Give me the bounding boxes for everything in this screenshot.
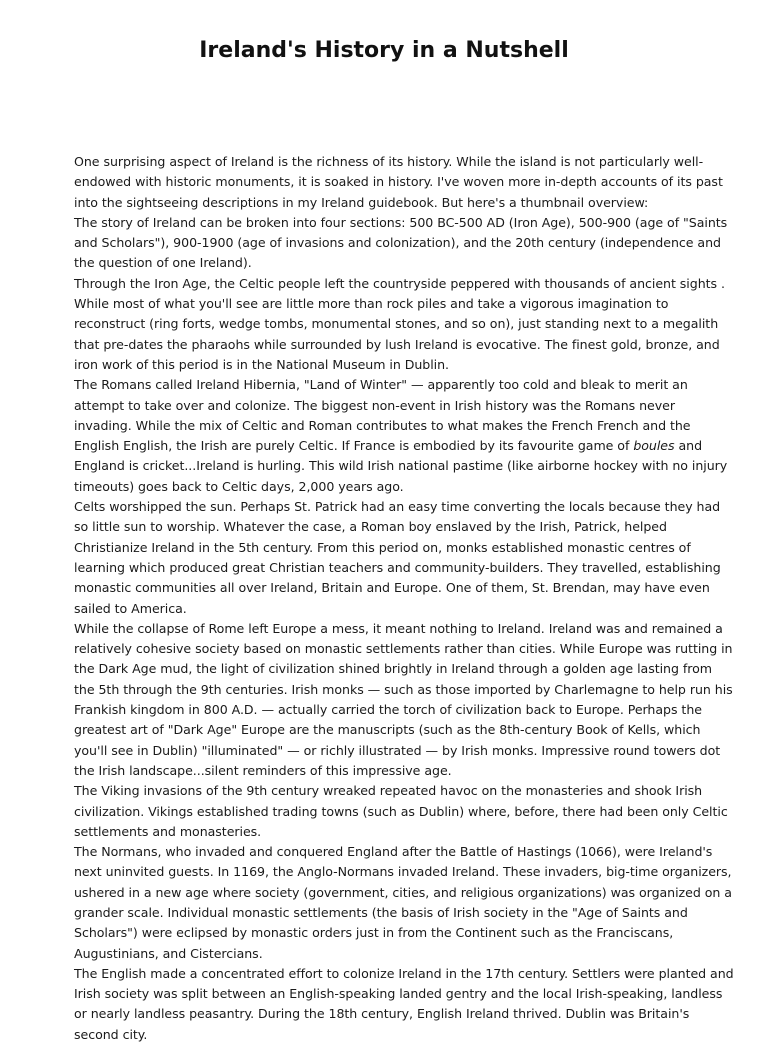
paragraph-vikings: The Viking invasions of the 9th century wreaked repeated havoc on the monasteries and shook Irish civilization. Vikings established trading towns (such as Dublin) where, before, there had been only Celtic settlements and monasteries.	[74, 783, 728, 839]
paragraph-golden-age: While the collapse of Rome left Europe a mess, it meant nothing to Ireland. Ireland was and remained a relatively cohesive society based on monastic settlements rather than cities. While Europe was rutting in the Dark Age mud, the light of civilization shined brightly in Ireland through a golden age lasting from the 5th through the 9th centuries. Irish monks — such as those imported by Charlemagne to help run his Frankish kingdom in 800 A.D. — actually carried the torch of civilization back to Europe. Perhaps the greatest art of "Dark Age" Europe are the manuscripts (such as the 8th-century Book of Kells, which you'll see in Dublin) "illuminated" — or richly illustrated — by Irish monks. Impressive round towers dot the Irish landscape...silent reminders of this impressive age.	[74, 620, 733, 778]
page-title: Ireland's History in a Nutshell	[199, 38, 569, 63]
paragraph-romans-emphasis: boules	[633, 438, 675, 454]
paragraph-romans	[74, 375, 736, 497]
paragraph-iron-age: Through the Iron Age, the Celtic people left the countryside peppered with thousands of ancient sights . While most of what you'll see are little more than rock piles and take a vigorous imagination to reconstruct (ring forts, wedge tombs, monumental stones, and so on), just standing next to a megalith that pre-dates the pharaohs while surrounded by lush Ireland is evocative. The finest gold, bronze, and iron work of this period is in the National Museum in Dublin.	[74, 275, 725, 372]
article-body	[74, 152, 736, 1045]
paragraph-four-sections: The story of Ireland can be broken into four sections: 500 BC-500 AD (Iron Age), 500-900 (age of "Saints and Scholars"), 900-1900 (age of invasions and colonization), and the 20th century (independence and the question of one Ireland).	[74, 214, 728, 271]
paragraph-english-colonization: The English made a concentrated effort to colonize Ireland in the 17th century. Settlers were planted and Irish society was split between an English-speaking landed gentry and the local Irish-speaking, landless or nearly landless peasantry. During the 18th century, English Ireland thrived. Dublin was Britain's second city.	[74, 965, 734, 1042]
paragraph-romans-text-after: and England is cricket...Ireland is hurling. This wild Irish national pastime (like airborne hockey with no injury timeouts) goes back to Celtic days, 2,000 years ago.	[74, 438, 728, 494]
paragraph-romans-text-before: The Romans called Ireland Hibernia, "Land of Winter" — apparently too cold and bleak to merit an attempt to take over and colonize. The biggest non-event in Irish history was the Romans never invading. While the mix of Celtic and Roman contributes to what makes the French French and the English English, the Irish are purely Celtic. If France is embodied by its favourite game of	[74, 377, 691, 454]
paragraph-st-patrick: Celts worshipped the sun. Perhaps St. Patrick had an easy time converting the locals because they had so little sun to worship. Whatever the case, a Roman boy enslaved by the Irish, Patrick, helped Christianize Ireland in the 5th century. From this period on, monks established monastic centres of learning which produced great Christian teachers and community-builders. They travelled, establishing monastic communities all over Ireland, Britain and Europe. One of them, St. Brendan, may have even sailed to America.	[74, 499, 721, 616]
paragraph-intro: One surprising aspect of Ireland is the richness of its history. While the island is not particularly well-endowed with historic monuments, it is soaked in history. I've woven more in-depth accounts of its past into the sightseeing descriptions in my Ireland guidebook. But here's a thumbnail overview:	[74, 154, 723, 210]
paragraph-normans: The Normans, who invaded and conquered England after the Battle of Hastings (1066), were Ireland's next uninvited guests. In 1169, the Anglo-Normans invaded Ireland. These invaders, big-time organizers, ushered in a new age where society (government, cities, and religious organizations) was organized on a grander scale. Individual monastic settlements (the basis of Irish society in the "Age of Saints and Scholars") were eclipsed by monastic orders just in from the Continent such as the Franciscans, Augustinians, and Cistercians.	[74, 844, 732, 961]
